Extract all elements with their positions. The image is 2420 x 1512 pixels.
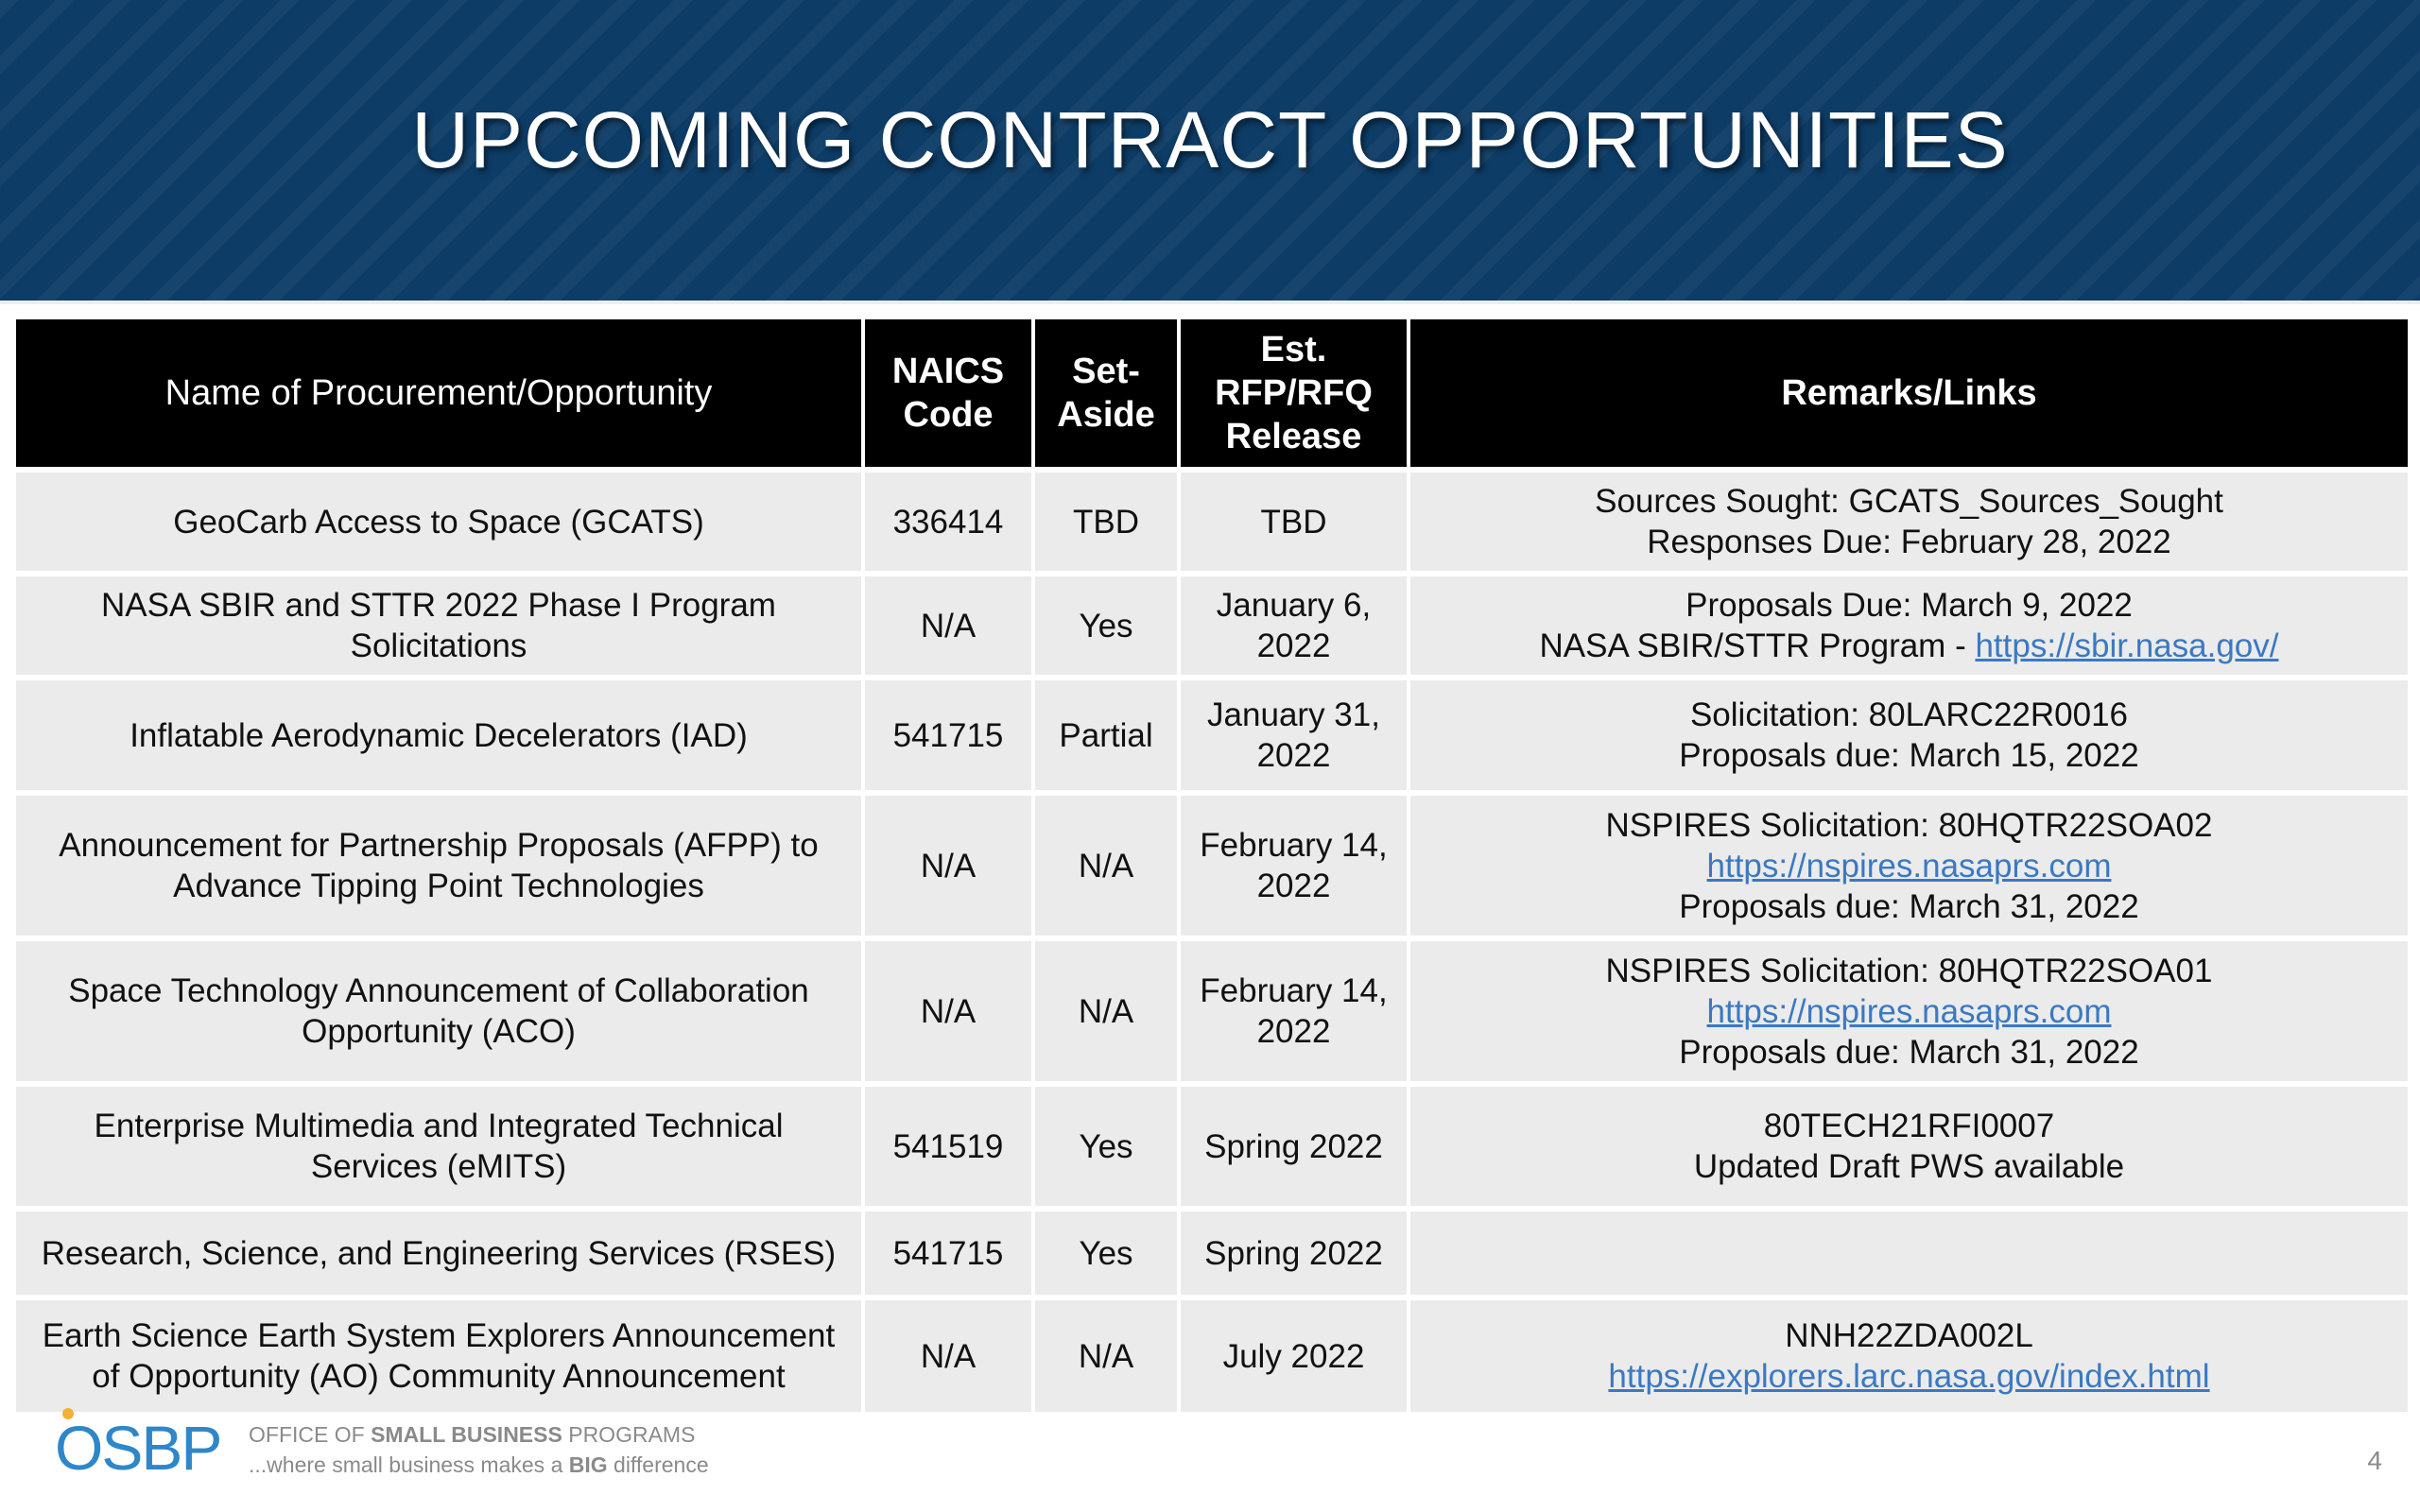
cell-name: Announcement for Partnership Proposals (AFPP) to Advance Tipping Point Technologies [16,796,861,936]
header-release [1181,319,1407,467]
cell-remarks [1410,796,2408,936]
cell-remarks [1410,1211,2408,1295]
remarks-line: Proposals due: March 31, 2022 [1679,887,2139,925]
remarks-line: Proposals Due: March 9, 2022 [1685,587,2133,624]
cell-release: Spring 2022 [1181,1211,1407,1295]
tagline-bold: BIG [568,1452,608,1477]
opportunities-table [12,314,2411,1418]
cell-setaside: N/A [1035,941,1177,1081]
cell-release: Spring 2022 [1181,1087,1407,1206]
header-name: Name of Procurement/Opportunity [16,319,861,467]
cell-name: Research, Science, and Engineering Services (RSES) [16,1211,861,1295]
cell-remarks [1410,1300,2408,1412]
remarks-line: NSPIRES Solicitation: 80HQTR22SOA01 [1605,952,2213,989]
cell-naics: 541715 [865,680,1031,790]
org-name-line [249,1419,709,1450]
table-row [16,1211,2408,1295]
cell-naics: N/A [865,796,1031,936]
nspires-link[interactable]: https://nspires.nasaprs.com [1706,847,2112,885]
org-prefix: OFFICE OF [249,1422,372,1447]
cell-release: July 2022 [1181,1300,1407,1412]
cell-name: Enterprise Multimedia and Integrated Technical Services (eMITS) [16,1087,861,1206]
remarks-line: Solicitation: 80LARC22R0016 [1689,696,2129,733]
header-naics [865,319,1031,467]
slide-title: UPCOMING CONTRACT OPPORTUNITIES [411,95,2009,184]
cell-name: Inflatable Aerodynamic Decelerators (IAD) [16,680,861,790]
cell-setaside: Yes [1035,1211,1177,1295]
header-naics-label: NAICS Code [891,352,1005,435]
remarks-line: Proposals due: March 15, 2022 [1679,737,2139,774]
osbp-logo [55,1408,717,1484]
table-row [16,1087,2408,1206]
remarks-line: 80TECH21RFI0007 [1763,1108,2055,1144]
cell-naics: 336414 [865,472,1031,571]
cell-name: GeoCarb Access to Space (GCATS) [16,472,861,571]
table-row [16,1300,2408,1412]
table-row [16,576,2408,675]
cell-release: TBD [1181,472,1407,571]
table-row [16,472,2408,571]
cell-setaside: Yes [1035,576,1177,675]
tagline-line [249,1450,709,1480]
cell-remarks [1410,472,2408,571]
cell-name: Earth Science Earth System Explorers Announcement of Opportunity (AO) Community Announcement [16,1300,861,1412]
explorers-link[interactable]: https://explorers.larc.nasa.gov/index.html [1608,1358,2210,1395]
table-header-row [16,319,2408,467]
cell-release: February 14, 2022 [1181,941,1407,1081]
table-row [16,941,2408,1081]
cell-release: February 14, 2022 [1181,796,1407,936]
cell-naics: N/A [865,1300,1031,1412]
cell-remarks [1410,680,2408,790]
remarks-line: NNH22ZDA002L [1785,1317,2033,1354]
title-banner [0,0,2420,304]
cell-setaside: N/A [1035,796,1177,936]
cell-remarks [1410,576,2408,675]
org-bold: SMALL BUSINESS [371,1422,562,1447]
cell-name: NASA SBIR and STTR 2022 Phase I Program Solicitations [16,576,861,675]
org-suffix: PROGRAMS [562,1422,696,1447]
cell-naics: N/A [865,941,1031,1081]
remarks-line-with-link [1422,626,2396,666]
page-number: 4 [2367,1446,2382,1475]
cell-naics: 541519 [865,1087,1031,1206]
remarks-line: Proposals due: March 31, 2022 [1679,1033,2139,1071]
remarks-line: NSPIRES Solicitation: 80HQTR22SOA02 [1605,806,2213,844]
cell-name: Space Technology Announcement of Collaboration Opportunity (ACO) [16,941,861,1081]
cell-remarks [1410,941,2408,1081]
osbp-tagline-block [249,1419,709,1480]
table-row [16,796,2408,936]
cell-release: January 6, 2022 [1181,576,1407,675]
header-release-label: Est. RFP/RFQ Release [1215,330,1373,456]
header-remarks: Remarks/Links [1410,319,2408,467]
remarks-line: Updated Draft PWS available [1693,1148,2125,1185]
cell-setaside: TBD [1035,472,1177,571]
tagline-suffix: difference [607,1452,709,1477]
remarks-line: Responses Due: February 28, 2022 [1647,524,2171,560]
cell-setaside: Partial [1035,680,1177,790]
nspires-link[interactable]: https://nspires.nasaprs.com [1706,992,2112,1030]
cell-setaside: N/A [1035,1300,1177,1412]
tagline-prefix: ...where small business makes a [249,1452,569,1477]
header-setaside [1035,319,1177,467]
cell-setaside: Yes [1035,1087,1177,1206]
table-row [16,680,2408,790]
cell-naics: 541715 [865,1211,1031,1295]
cell-naics: N/A [865,576,1031,675]
remarks-link-prefix: NASA SBIR/STTR Program - [1539,627,1976,664]
osbp-wordmark: OSBP [55,1413,221,1483]
remarks-line: Sources Sought: GCATS_Sources_Sought [1595,483,2223,520]
cell-release: January 31, 2022 [1181,680,1407,790]
header-setaside-label: Set-Aside [1057,352,1155,435]
cell-remarks [1410,1087,2408,1206]
sbir-link[interactable]: https://sbir.nasa.gov/ [1975,627,2279,664]
